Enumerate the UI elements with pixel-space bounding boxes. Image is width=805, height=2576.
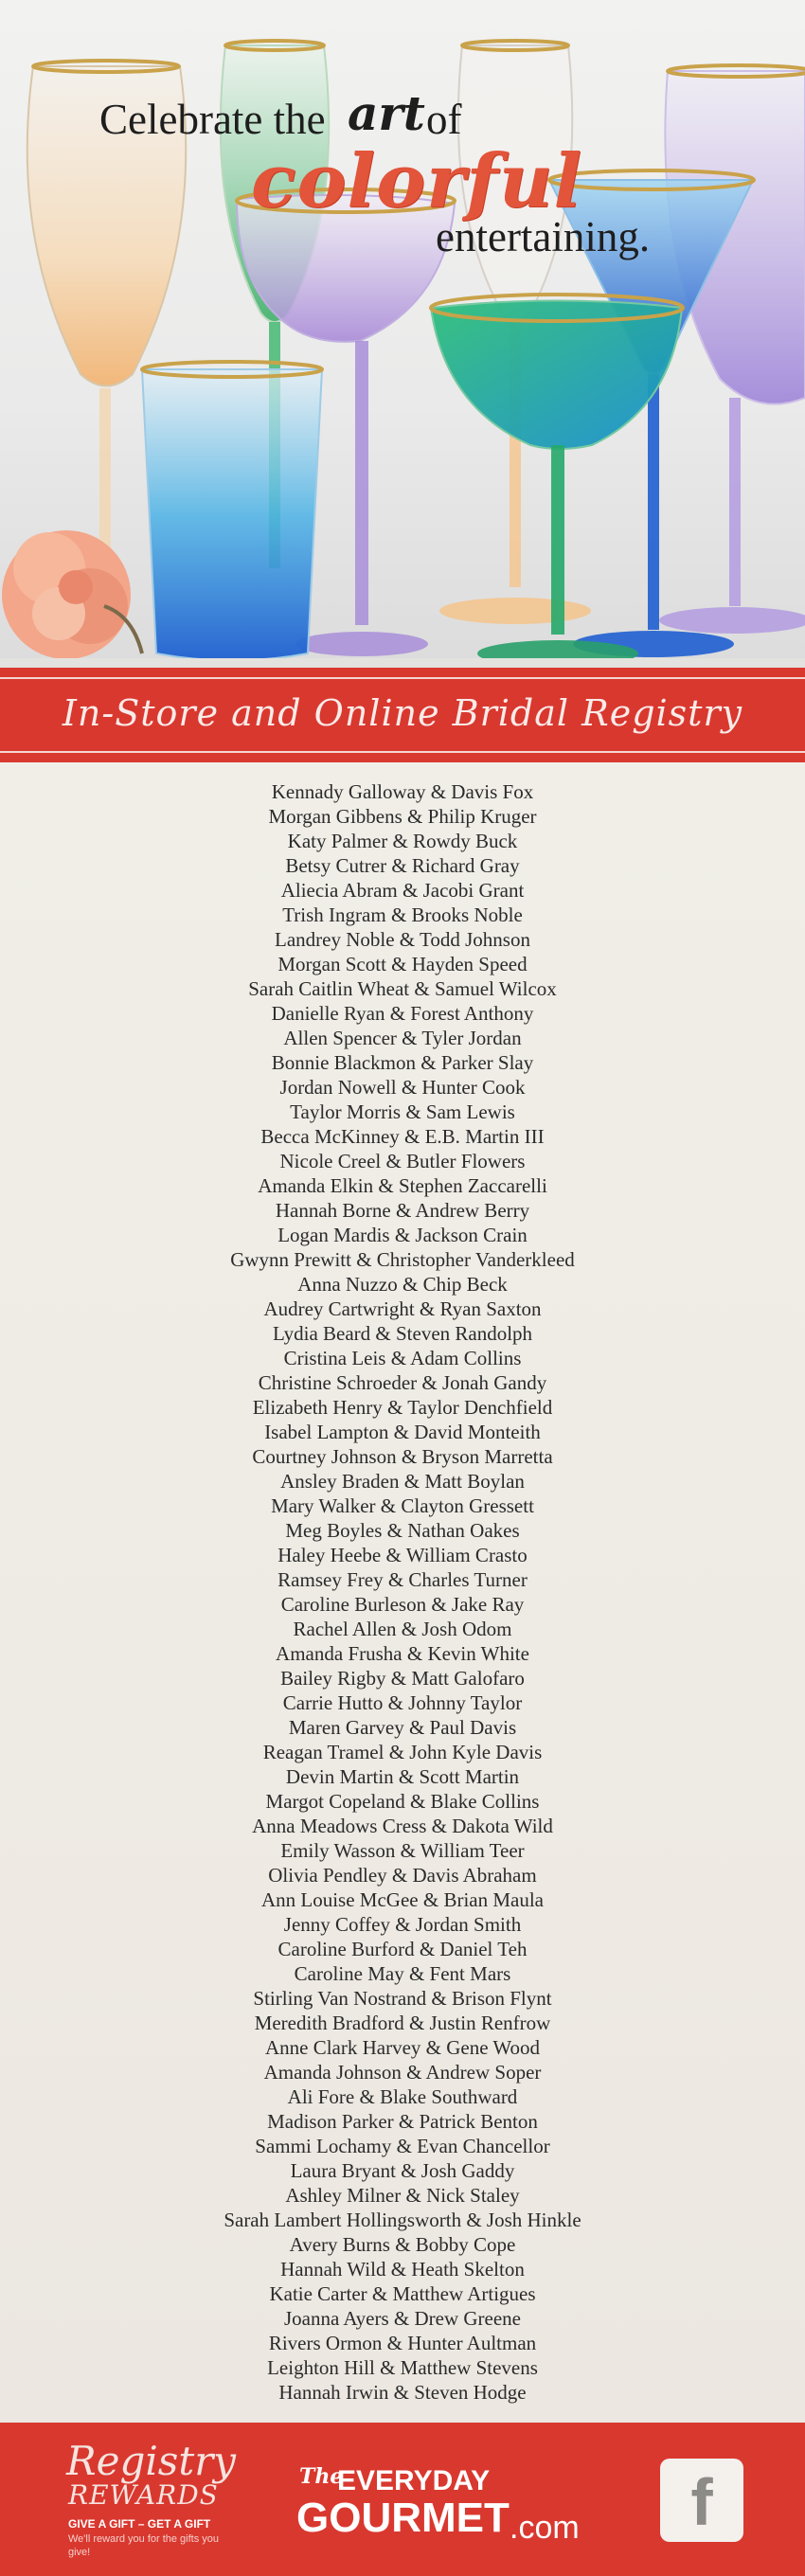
- couple-entry: Meg Boyles & Nathan Oakes: [285, 1519, 520, 1542]
- couple-entry: Laura Bryant & Josh Gaddy: [290, 2159, 515, 2182]
- couple-entry: Katy Palmer & Rowdy Buck: [287, 830, 518, 852]
- couple-entry: Isabel Lampton & David Monteith: [264, 1421, 541, 1443]
- couple-entry: Caroline May & Fent Mars: [294, 1962, 511, 1985]
- couple-entry: Caroline Burford & Daniel Teh: [277, 1938, 528, 1960]
- couple-entry: Morgan Gibbens & Philip Kruger: [268, 805, 537, 828]
- couple-entry: Haley Heebe & William Crasto: [277, 1544, 528, 1566]
- couple-entry: Sarah Caitlin Wheat & Samuel Wilcox: [248, 977, 557, 1000]
- couple-entry: Trish Ingram & Brooks Noble: [282, 903, 523, 926]
- headline-celebrate: Celebrate the: [99, 96, 326, 143]
- hero-photo: [0, 0, 805, 668]
- wine-glass-violet-right: [659, 65, 805, 634]
- peach-flower: [2, 530, 142, 659]
- headline-entertaining: entertaining.: [436, 213, 651, 260]
- couple-entry: Rachel Allen & Josh Odom: [293, 1618, 512, 1640]
- couples-list-section: [0, 762, 805, 2423]
- couple-entry: Ramsey Frey & Charles Turner: [277, 1568, 528, 1591]
- couple-entry: Allen Spencer & Tyler Jordan: [283, 1027, 522, 1049]
- couple-entry: Sarah Lambert Hollingsworth & Josh Hinkle: [224, 2209, 581, 2231]
- headline-of: of: [426, 96, 462, 143]
- couple-entry: Anna Nuzzo & Chip Beck: [297, 1273, 508, 1296]
- couple-entry: Sammi Lochamy & Evan Chancellor: [255, 2135, 550, 2157]
- couple-entry: Margot Copeland & Blake Collins: [265, 1790, 540, 1813]
- headline-colorful: colorful: [251, 138, 583, 224]
- brand-gourmet: GOURMET: [296, 2495, 510, 2541]
- couple-entry: Elizabeth Henry & Taylor Denchfield: [252, 1396, 553, 1419]
- couple-entry: Ann Louise McGee & Brian Maula: [260, 1888, 544, 1911]
- banner-rule-top: [0, 677, 805, 679]
- couple-entry: Meredith Bradford & Justin Renfrow: [254, 2012, 551, 2034]
- couple-entry: Kennady Galloway & Davis Fox: [271, 780, 534, 803]
- couple-entry: Courtney Johnson & Bryson Marretta: [252, 1445, 553, 1468]
- registry-rewards-tagline: GIVE A GIFT – GET A GIFT: [68, 2517, 211, 2531]
- couple-entry: Gwynn Prewitt & Christopher Vanderkleed: [230, 1248, 575, 1271]
- couple-entry: Aliecia Abram & Jacobi Grant: [280, 879, 525, 902]
- brand-everyday: EVERYDAY: [337, 2465, 491, 2496]
- footer: [0, 2423, 805, 2576]
- couple-entry: Amanda Frusha & Kevin White: [276, 1642, 529, 1665]
- couple-entry: Morgan Scott & Hayden Speed: [277, 953, 528, 975]
- couple-entry: Anna Meadows Cress & Dakota Wild: [252, 1815, 553, 1837]
- registry-rewards-subtext: We'll reward you for the gifts you give!: [68, 2533, 220, 2558]
- facebook-icon[interactable]: [660, 2459, 743, 2542]
- banner-title: In-Store and Online Bridal Registry: [62, 692, 743, 734]
- couple-entry: Ansley Braden & Matt Boylan: [280, 1470, 525, 1493]
- couple-entry: Bonnie Blackmon & Parker Slay: [271, 1051, 534, 1074]
- couple-entry: Nicole Creel & Butler Flowers: [279, 1150, 526, 1172]
- couple-entry: Taylor Morris & Sam Lewis: [290, 1100, 515, 1123]
- couple-entry: Emily Wasson & William Teer: [280, 1839, 525, 1862]
- couple-entry: Avery Burns & Bobby Cope: [289, 2233, 516, 2256]
- couple-entry: Hannah Borne & Andrew Berry: [275, 1199, 530, 1222]
- couple-entry: Amanda Elkin & Stephen Zaccarelli: [258, 1174, 547, 1197]
- couple-entry: Jenny Coffey & Jordan Smith: [283, 1913, 522, 1936]
- couple-entry: Ali Fore & Blake Southward: [287, 2085, 518, 2108]
- couple-entry: Katie Carter & Matthew Artigues: [269, 2282, 536, 2305]
- couple-entry: Landrey Noble & Todd Johnson: [275, 928, 530, 951]
- couple-entry: Cristina Leis & Adam Collins: [283, 1347, 522, 1369]
- brand-com: .com: [510, 2510, 580, 2546]
- couple-entry: Christine Schroeder & Jonah Gandy: [258, 1371, 547, 1394]
- couple-entry: Leighton Hill & Matthew Stevens: [267, 2356, 538, 2379]
- couples-list: [0, 779, 805, 2405]
- couple-entry: Bailey Rigby & Matt Galofaro: [280, 1667, 525, 1690]
- couple-entry: Becca McKinney & E.B. Martin III: [260, 1125, 545, 1148]
- couple-entry: Reagan Tramel & John Kyle Davis: [262, 1741, 543, 1763]
- couple-entry: Stirling Van Nostrand & Brison Flynt: [253, 1987, 552, 2010]
- banner-rule-bottom: [0, 751, 805, 753]
- couple-entry: Caroline Burleson & Jake Ray: [280, 1593, 525, 1616]
- couple-entry: Betsy Cutrer & Richard Gray: [285, 854, 520, 877]
- couple-entry: Devin Martin & Scott Martin: [285, 1765, 520, 1788]
- couple-entry: Jordan Nowell & Hunter Cook: [279, 1076, 526, 1099]
- headline-art: art: [348, 85, 425, 141]
- registry-banner: [0, 668, 805, 762]
- registry-rewards-title: Registry: [66, 2438, 237, 2484]
- couple-entry: Olivia Pendley & Davis Abraham: [268, 1864, 537, 1887]
- couple-entry: Hannah Wild & Heath Skelton: [280, 2258, 525, 2281]
- couple-entry: Hannah Irwin & Steven Hodge: [278, 2381, 527, 2404]
- couple-entry: Rivers Ormon & Hunter Aultman: [268, 2332, 537, 2354]
- couple-entry: Mary Walker & Clayton Gressett: [271, 1494, 534, 1517]
- registry-rewards-word: REWARDS: [68, 2479, 219, 2511]
- couple-entry: Danielle Ryan & Forest Anthony: [271, 1002, 534, 1025]
- couple-entry: Lydia Beard & Steven Randolph: [272, 1322, 533, 1345]
- couple-entry: Amanda Johnson & Andrew Soper: [263, 2061, 542, 2084]
- couple-entry: Joanna Ayers & Drew Greene: [284, 2307, 521, 2330]
- tumbler-blue: [142, 362, 322, 661]
- brand-the: The: [299, 2464, 344, 2489]
- couple-entry: Carrie Hutto & Johnny Taylor: [282, 1691, 523, 1714]
- couple-entry: Ashley Milner & Nick Staley: [285, 2184, 520, 2207]
- couple-entry: Maren Garvey & Paul Davis: [288, 1716, 517, 1739]
- couple-entry: Logan Mardis & Jackson Crain: [277, 1224, 528, 1246]
- couple-entry: Madison Parker & Patrick Benton: [267, 2110, 538, 2133]
- couple-entry: Audrey Cartwright & Ryan Saxton: [263, 1297, 542, 1320]
- couple-entry: Anne Clark Harvey & Gene Wood: [264, 2036, 541, 2059]
- facebook-glyph: f: [690, 2465, 713, 2539]
